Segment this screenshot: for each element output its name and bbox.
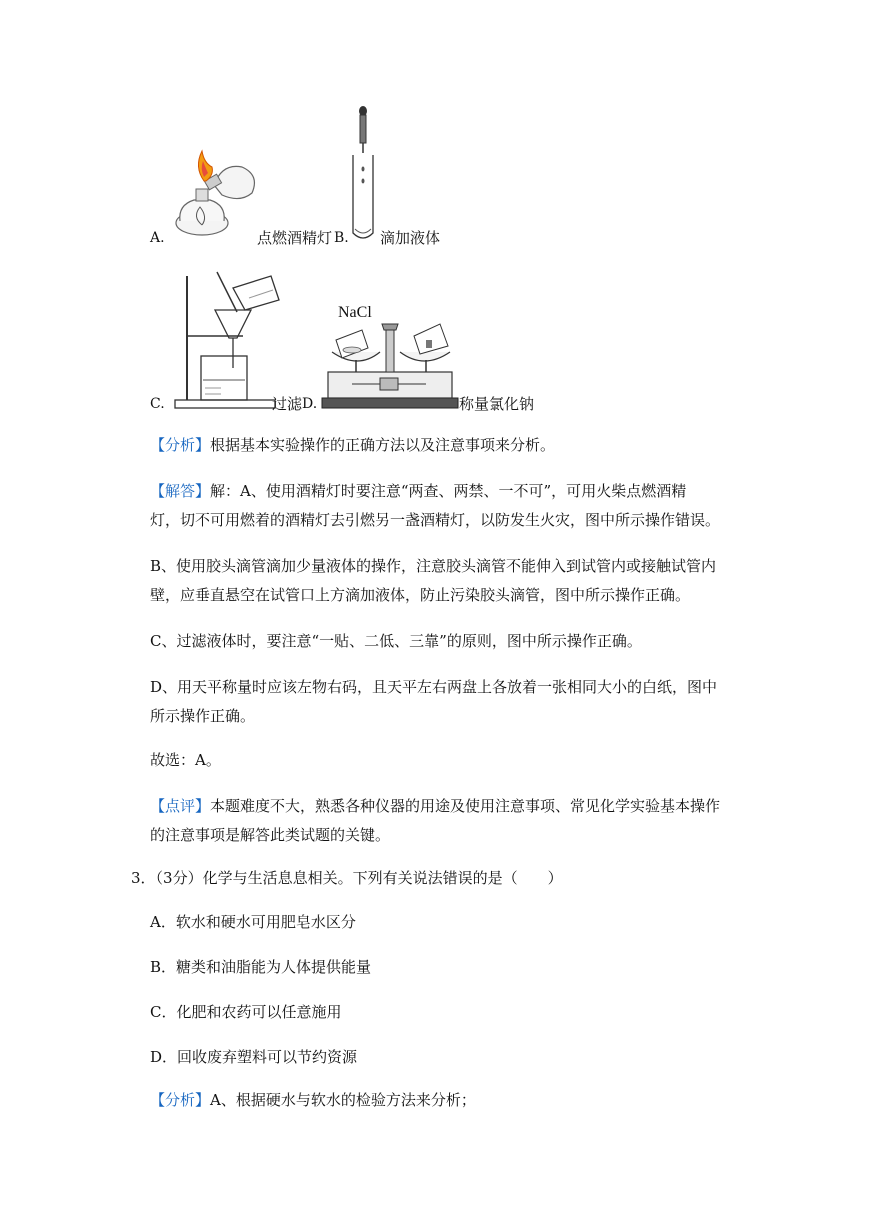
comment-text: 本题难度不大，熟悉各种仪器的用途及使用注意事项、常见化学实验基本操作 <box>210 797 721 815</box>
answer-d-line-2: 所示操作正确。 <box>150 707 256 725</box>
answer-b-line-2: 壁，应垂直悬空在试管口上方滴加液体，防止污染胶头滴管，图中所示操作正确。 <box>150 586 691 604</box>
analysis-text: 根据基本实验操作的正确方法以及注意事项来分析。 <box>210 436 556 454</box>
answer-choice: 故选：A。 <box>150 751 221 769</box>
question-3-option-c: C．化肥和农药可以任意施用 <box>150 1003 342 1021</box>
answer-c-line: C、过滤液体时，要注意“一贴、二低、三靠”的原则，图中所示操作正确。 <box>150 632 642 650</box>
option-b-caption: 滴加液体 <box>380 229 441 247</box>
analysis-1 <box>150 435 555 455</box>
answer-tag: 【解答】 <box>150 482 211 500</box>
filtration-illustration <box>175 268 285 413</box>
comment-1-line-2: 的注意事项是解答此类试题的关键。 <box>150 826 391 844</box>
balance-illustration <box>322 318 462 410</box>
comment-tag: 【点评】 <box>150 797 211 815</box>
option-c-letter: C. <box>150 396 165 412</box>
answer-1-line-1 <box>150 481 686 501</box>
answer-b-line-1: B、使用胶头滴管滴加少量液体的操作，注意胶头滴管不能伸入到试管内或接触试管内 <box>150 557 717 575</box>
alcohol-lamp-illustration <box>170 145 260 245</box>
analysis-3-text: A、根据硬水与软水的检验方法来分析； <box>210 1091 476 1109</box>
question-3-option-d: D．回收废弃塑料可以节约资源 <box>150 1048 358 1066</box>
option-b-letter: B. <box>334 230 349 246</box>
option-d-caption: 称量氯化钠 <box>459 395 535 413</box>
comment-1-line-1 <box>150 796 720 816</box>
analysis-3 <box>150 1090 476 1110</box>
option-d-letter: D. <box>302 396 318 412</box>
balance-nacl-label: NaCl <box>338 304 372 321</box>
analysis-tag: 【分析】 <box>150 436 211 454</box>
question-3-stem: 3．（3分）化学与生活息息相关。下列有关说法错误的是（ ） <box>131 869 563 887</box>
option-a-caption: 点燃酒精灯 <box>257 229 333 247</box>
question-3-option-b: B．糖类和油脂能为人体提供能量 <box>150 958 372 976</box>
answer-d-line-1: D、用天平称量时应该左物右码，且天平左右两盘上各放着一张相同大小的白纸，图中 <box>150 678 718 696</box>
option-a-letter: A. <box>150 230 165 246</box>
answer-text: 解：A、使用酒精灯时要注意“两查、两禁、一不可”，可用火柴点燃酒精 <box>210 482 687 500</box>
dropper-illustration <box>348 105 378 245</box>
answer-1-line-2: 灯，切不可用燃着的酒精灯去引燃另一盏酒精灯，以防发生火灾，图中所示操作错误。 <box>150 511 721 529</box>
question-3-option-a: A．软水和硬水可用肥皂水区分 <box>150 913 356 931</box>
option-c-caption: 过滤 <box>272 395 303 413</box>
analysis-3-tag: 【分析】 <box>150 1091 211 1109</box>
